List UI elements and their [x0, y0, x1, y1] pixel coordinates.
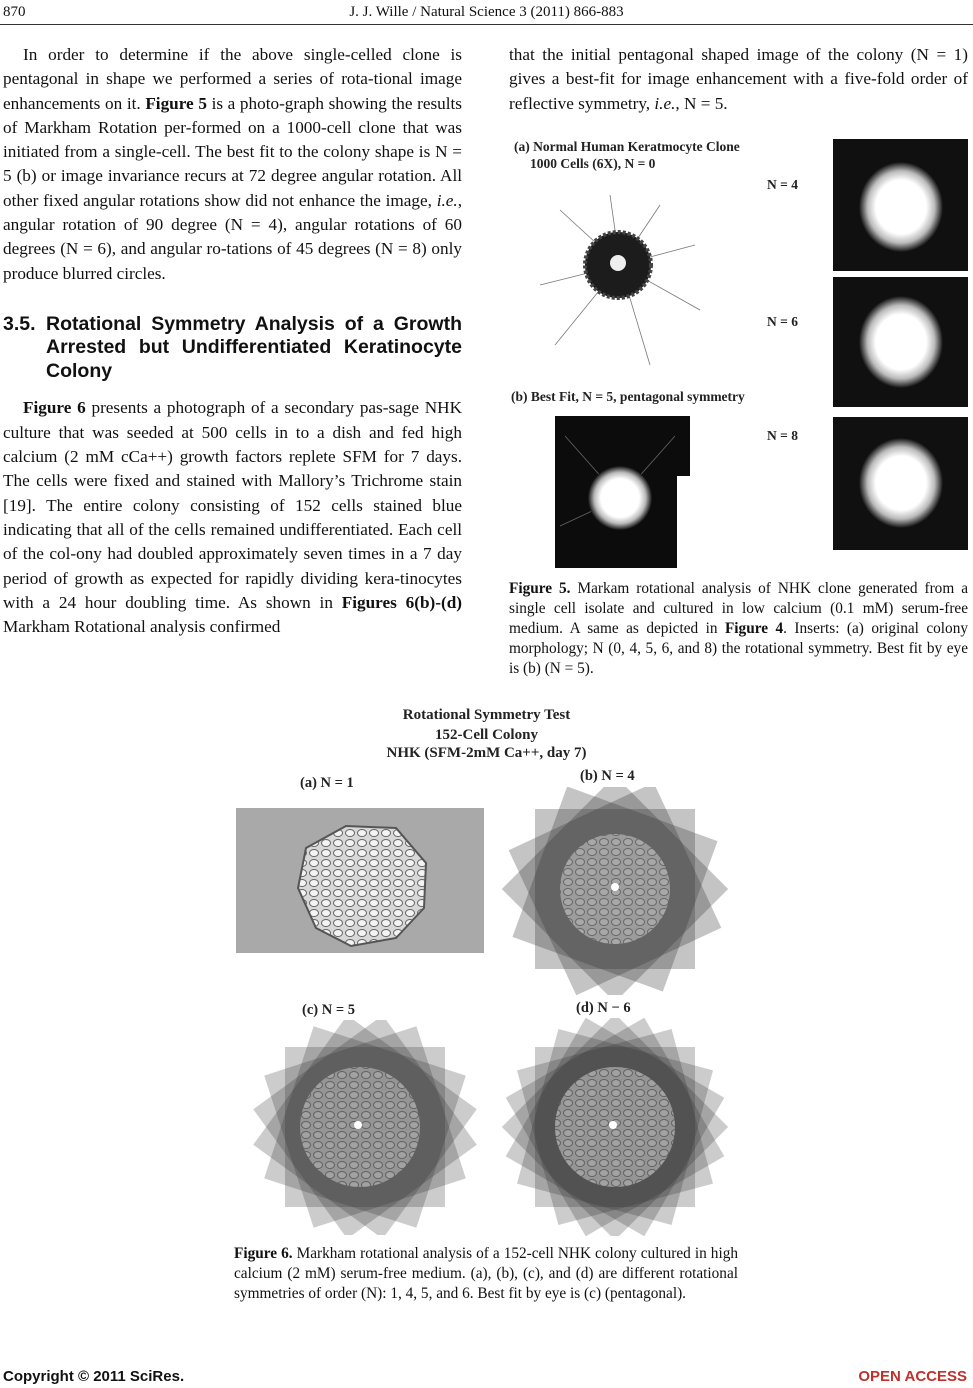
- figure-5-caption: [509, 579, 968, 679]
- text-run: that the initial pentagonal shaped image of the colony (N = 1) gives a best-fit for image enhancement with a five-fold order of reflective symmetry,: [509, 45, 968, 113]
- fig6-panel-d-n6: [490, 1018, 740, 1236]
- fig5-label-n4: N = 4: [767, 177, 798, 192]
- fig6-panel-a-colony: [236, 808, 484, 953]
- fig5-label-n8: N = 8: [767, 428, 798, 443]
- header-rule: [0, 24, 973, 25]
- text-run: Markham Rotational analysis confirmed: [3, 617, 281, 637]
- text-run: Figure 6: [23, 398, 86, 418]
- figure-6-caption: [234, 1244, 738, 1304]
- fig5-panel-n4: [833, 139, 968, 271]
- fig5-caption-text: [509, 579, 968, 679]
- text-run: Figure 4: [724, 620, 784, 637]
- fig5-label-n6: N = 6: [767, 314, 798, 329]
- fig6-title-line1: Rotational Symmetry Test: [402, 707, 571, 723]
- fig5-panel-n8: [833, 417, 968, 550]
- fig6-panel-b-n4: [490, 787, 740, 995]
- fig6-label-b: (b) N = 4: [580, 768, 635, 784]
- text-run: Markam rotational analysis of NHK clone generated from a single cell isolate and cultured in low calcium (0.1 mM) serum-free medium. A same as depicted in: [509, 580, 968, 637]
- text-run: Figures 6(b)-(d): [341, 592, 462, 612]
- running-title: J. J. Wille / Natural Science 3 (2011) 866-883: [349, 4, 624, 20]
- fig6-title-line3: NHK (SFM-2mM Ca++, day 7): [386, 745, 587, 761]
- text-run: . Inserts: (a) original colony morphology; N (0, 4, 5, 6, and 8) the rotational symmetry. Best fit by eye is (b) (N = 5).: [509, 620, 969, 677]
- text-run: i.e.: [436, 190, 458, 210]
- text-run: Figure 6.: [234, 1245, 293, 1262]
- fig5-panel-a-colony: [520, 175, 720, 375]
- section-heading: [3, 313, 462, 384]
- fig5-panel-b-best-fit: [555, 416, 690, 568]
- text-run: Figure 5: [145, 93, 207, 113]
- fig5-label-b: (b) Best Fit, N = 5, pentagonal symmetry: [511, 389, 745, 404]
- text-run: In order to determine if the above single-celled clone is pentagonal in shape we performed a series of rota-tional image enhancements on it.: [3, 45, 462, 113]
- text-run: i.e.: [654, 93, 676, 113]
- footer-open-access: OPEN ACCESS: [858, 1368, 967, 1385]
- text-run: presents a photograph of a secondary pas-sage NHK culture that was seeded at 500 cells in to a dish and fed high calcium (2 mM cCa++) growth factors replete SFM for 7 days. The cells were fixed and stained with Mallory’s Trichrome stain [19]. The entire colony consisting of 152 cells stained blue indicating that all of the cells remained undifferentiated. Each cell of the col-ony had doubled approximately seven times in a 7 day period of growth as expected for rapidly dividing kera-tinocytes with a 24 hour doubling time. As shown in: [3, 398, 462, 612]
- paragraph-continued: [509, 43, 968, 116]
- right-column: [509, 43, 968, 116]
- section-number: 3.5.: [3, 312, 36, 335]
- fig5-panel-n6: [833, 277, 968, 407]
- text-run: is a photo-graph showing the results of Markham Rotation per-formed on a 1000-cell clone that was initiated from a single-cell. The best fit to the colony shape is N = 5 (b) or image invariance recurs at 72 degree angular rotation. All other fixed angular rotations show did not enhance the image,: [3, 93, 462, 210]
- paragraph-figure6: [3, 396, 462, 639]
- fig6-label-d: (d) N − 6: [576, 1000, 631, 1016]
- left-column: [3, 43, 462, 639]
- fig6-label-c: (c) N = 5: [302, 1002, 355, 1018]
- fig6-title-line2: 152-Cell Colony: [435, 727, 538, 743]
- fig5-label-a-line2: 1000 Cells (6X), N = 0: [530, 156, 656, 171]
- text-run: , angular rotation of 90 degree (N = 4), angular rotations of 60 degrees (N = 6), and angular ro-tations of 45 degrees (N = 8) only produce blurred circles.: [3, 190, 462, 283]
- paragraph-intro: [3, 43, 462, 286]
- footer-copyright: Copyright © 2011 SciRes.: [3, 1368, 185, 1385]
- text-run: Markham rotational analysis of a 152-cell NHK colony cultured in high calcium (2 mM) serum-free medium. (a), (b), (c), and (d) are different rotational symmetries of order (N): 1, 4, 5, and 6. Best fit by eye is (c) (pentagonal).: [234, 1245, 738, 1302]
- fig6-label-a: (a) N = 1: [300, 775, 354, 791]
- fig6-panel-c-n5: [240, 1020, 490, 1235]
- text-run: , N = 5.: [675, 93, 728, 113]
- fig5-label-a-line1: (a) Normal Human Keratmocyte Clone: [514, 139, 740, 154]
- fig6-caption-text: [234, 1244, 738, 1304]
- section-title: Rotational Symmetry Analysis of a Growth Arrested but Undifferentiated Keratinocyte Colony: [46, 312, 462, 382]
- text-run: Figure 5.: [509, 580, 571, 597]
- page-number: 870: [3, 4, 26, 20]
